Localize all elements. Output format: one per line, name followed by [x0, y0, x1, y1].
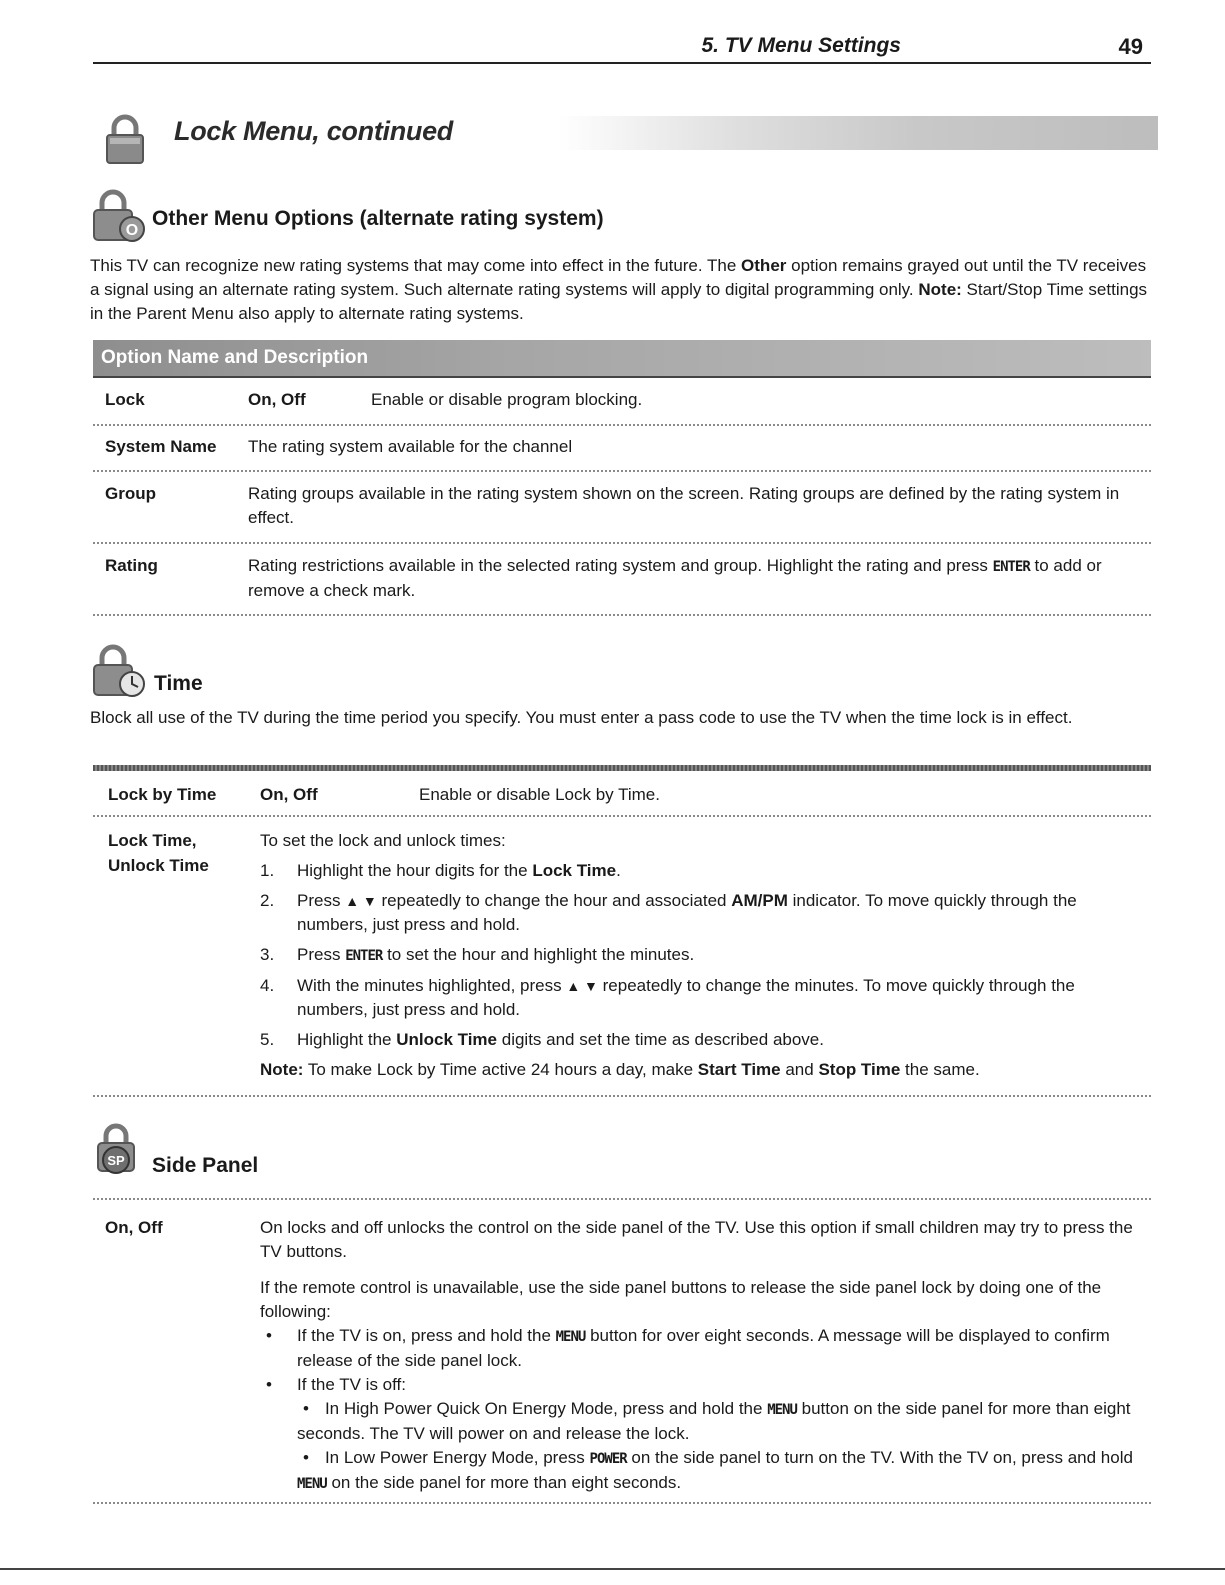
bullet-icon: •	[266, 1375, 272, 1394]
option-description	[248, 554, 1138, 603]
svg-text:SP: SP	[107, 1153, 125, 1168]
bullet-text: on the side panel for more than eight seconds.	[326, 1473, 682, 1492]
sub-bullet	[297, 1446, 1145, 1496]
menu-key: MENU	[767, 1402, 797, 1418]
note-text: To make Lock by Time active 24 hours a day, make	[303, 1060, 698, 1079]
step-text: With the minutes highlighted, press	[297, 976, 567, 995]
bullet-icon: •	[303, 1448, 309, 1467]
table-header-label: Option Name and Description	[101, 347, 369, 368]
sub-bullet	[297, 1397, 1145, 1446]
option-name: Lock by Time	[108, 785, 217, 804]
option-description: Enable or disable Lock by Time.	[419, 785, 660, 804]
option-description	[260, 829, 1145, 1082]
table-row	[93, 544, 1151, 616]
intro-text-3: Start/Stop Time settings in the Parent Menu also apply to alternate rating systems.	[90, 280, 1148, 323]
intro-other-bold: Other	[741, 256, 787, 275]
intro-note-label: Note:	[918, 280, 962, 299]
lock-other-icon	[88, 185, 146, 245]
option-name: System Name	[105, 437, 217, 456]
svg-text:O: O	[125, 222, 139, 239]
menu-key: MENU	[297, 1476, 327, 1492]
padlock-icon	[98, 112, 152, 166]
other-intro	[90, 254, 1150, 326]
time-heading-text: Time	[154, 672, 203, 695]
option-values: On, Off	[260, 785, 318, 804]
up-down-arrow-icon: ▲ ▼	[345, 893, 377, 909]
note-text: and	[780, 1060, 819, 1079]
option-name: Rating	[105, 556, 158, 575]
step-text: indicator. To move quickly through the numbers, just press and hold.	[297, 891, 1077, 934]
option-values: On, Off	[248, 390, 306, 409]
desc-text: Rating restrictions available in the selected rating system and group. Highlight the rating and press	[248, 556, 993, 575]
step-bold: Unlock Time	[396, 1030, 498, 1049]
option-name: Lock Time,	[108, 831, 197, 850]
page-bottom-rule	[0, 1568, 1225, 1570]
list-item	[260, 974, 1145, 1022]
side-panel-para-2: If the remote control is unavailable, use the side panel buttons to release the side panel lock by doing one of the following:	[260, 1278, 1102, 1321]
side-panel-table	[93, 1198, 1151, 1504]
step-number: 4.	[260, 976, 275, 995]
lock-side-panel-icon	[88, 1118, 146, 1178]
note-bold: Stop Time	[818, 1060, 901, 1079]
step-text: Highlight the	[297, 1030, 397, 1049]
up-down-arrow-icon: ▲ ▼	[566, 978, 598, 994]
list-item	[260, 889, 1145, 937]
desc-text: to add or remove a check mark.	[248, 556, 1102, 600]
step-bold: AM/PM	[731, 891, 788, 910]
steps-list	[260, 859, 1145, 1052]
option-description: Rating groups available in the rating system shown on the screen. Rating groups are defined by the rating system in effect.	[248, 484, 1120, 527]
intro-text-1: This TV can recognize new rating systems that may come into effect in the future. The	[90, 256, 742, 275]
section-title: Lock Menu, continued	[174, 116, 454, 146]
list-item	[260, 859, 1145, 883]
step-text: repeatedly to change the minutes. To move quickly through the numbers, just press and hold.	[297, 976, 1075, 1019]
bullet-text: If the TV is off:	[297, 1375, 406, 1394]
other-options-table	[93, 340, 1151, 616]
step-text: .	[616, 861, 621, 880]
chapter-title: 5. TV Menu Settings	[701, 34, 901, 57]
note-text: the same.	[900, 1060, 980, 1079]
table-row	[93, 817, 1151, 1097]
lock-clock-icon	[88, 640, 146, 700]
note-label: Note:	[260, 1060, 304, 1079]
time-table	[93, 765, 1151, 1097]
enter-key: ENTER	[345, 948, 383, 964]
bullet-list	[260, 1324, 1145, 1496]
step-number: 1.	[260, 861, 275, 880]
list-item	[260, 1028, 1145, 1052]
option-description: The rating system available for the channel	[248, 437, 573, 456]
step-number: 2.	[260, 891, 275, 910]
list-item	[260, 1373, 1145, 1496]
section-banner	[98, 108, 1156, 160]
bullet-text: If the TV is on, press and hold the	[297, 1326, 556, 1345]
side-panel-para-1: On locks and off unlocks the control on the side panel of the TV. Use this option if small children may try to press the TV buttons.	[260, 1218, 1133, 1261]
step-text: repeatedly to change the hour and associated	[376, 891, 732, 910]
list-item	[260, 1324, 1145, 1373]
enter-key: ENTER	[992, 559, 1030, 575]
bullet-text: In Low Power Energy Mode, press	[324, 1448, 590, 1467]
running-header	[93, 32, 1151, 64]
step-number: 3.	[260, 945, 275, 964]
option-name: Lock	[105, 390, 145, 409]
power-key: POWER	[589, 1451, 627, 1467]
option-description: Enable or disable program blocking.	[371, 390, 643, 409]
table-row	[93, 426, 1151, 472]
step-bold: Lock Time	[532, 861, 617, 880]
option-description	[260, 1216, 1145, 1496]
menu-key: MENU	[555, 1329, 586, 1345]
option-name: Group	[105, 484, 156, 503]
step-text: digits and set the time as described above.	[497, 1030, 824, 1049]
steps-lead: To set the lock and unlock times:	[260, 831, 506, 850]
step-text: Press	[297, 945, 346, 964]
step-text: Press	[297, 891, 346, 910]
other-heading-text: Other Menu Options (alternate rating system)	[152, 207, 604, 230]
bullet-text: on the side panel to turn on the TV. With the TV on, press and hold	[626, 1448, 1133, 1467]
step-number: 5.	[260, 1030, 275, 1049]
option-values: On, Off	[105, 1218, 163, 1237]
bullet-icon: •	[266, 1326, 272, 1345]
banner-stripe	[558, 116, 1158, 150]
bullet-icon: •	[303, 1399, 309, 1418]
note-bold: Start Time	[697, 1060, 781, 1079]
time-intro: Block all use of the TV during the time period you specify. You must enter a pass code to use the TV when the time lock is in effect.	[90, 708, 1073, 727]
bullet-text: button on the side panel for more than eight seconds. The TV will power on and release the lock.	[297, 1399, 1131, 1443]
table-row	[93, 1198, 1151, 1504]
side-panel-heading-text: Side Panel	[152, 1154, 259, 1177]
table-header	[93, 340, 1151, 378]
page-number: 49	[1118, 34, 1143, 59]
intro-text-2: option remains grayed out until the TV receives a signal using an alternate rating system. Such alternate rating systems will apply to digital programming only.	[90, 256, 1147, 299]
table-row	[93, 378, 1151, 426]
table-row	[93, 472, 1151, 544]
bullet-text: In High Power Quick On Energy Mode, press and hold the	[324, 1399, 768, 1418]
step-text: Highlight the hour digits for the	[297, 861, 533, 880]
option-name: Unlock Time	[108, 856, 209, 875]
time-note	[260, 1058, 1145, 1082]
step-text: to set the hour and highlight the minutes.	[382, 945, 695, 964]
list-item	[260, 943, 1145, 968]
bullet-text: button for over eight seconds. A message will be displayed to confirm release of the side panel lock.	[297, 1326, 1110, 1370]
table-row	[93, 771, 1151, 817]
